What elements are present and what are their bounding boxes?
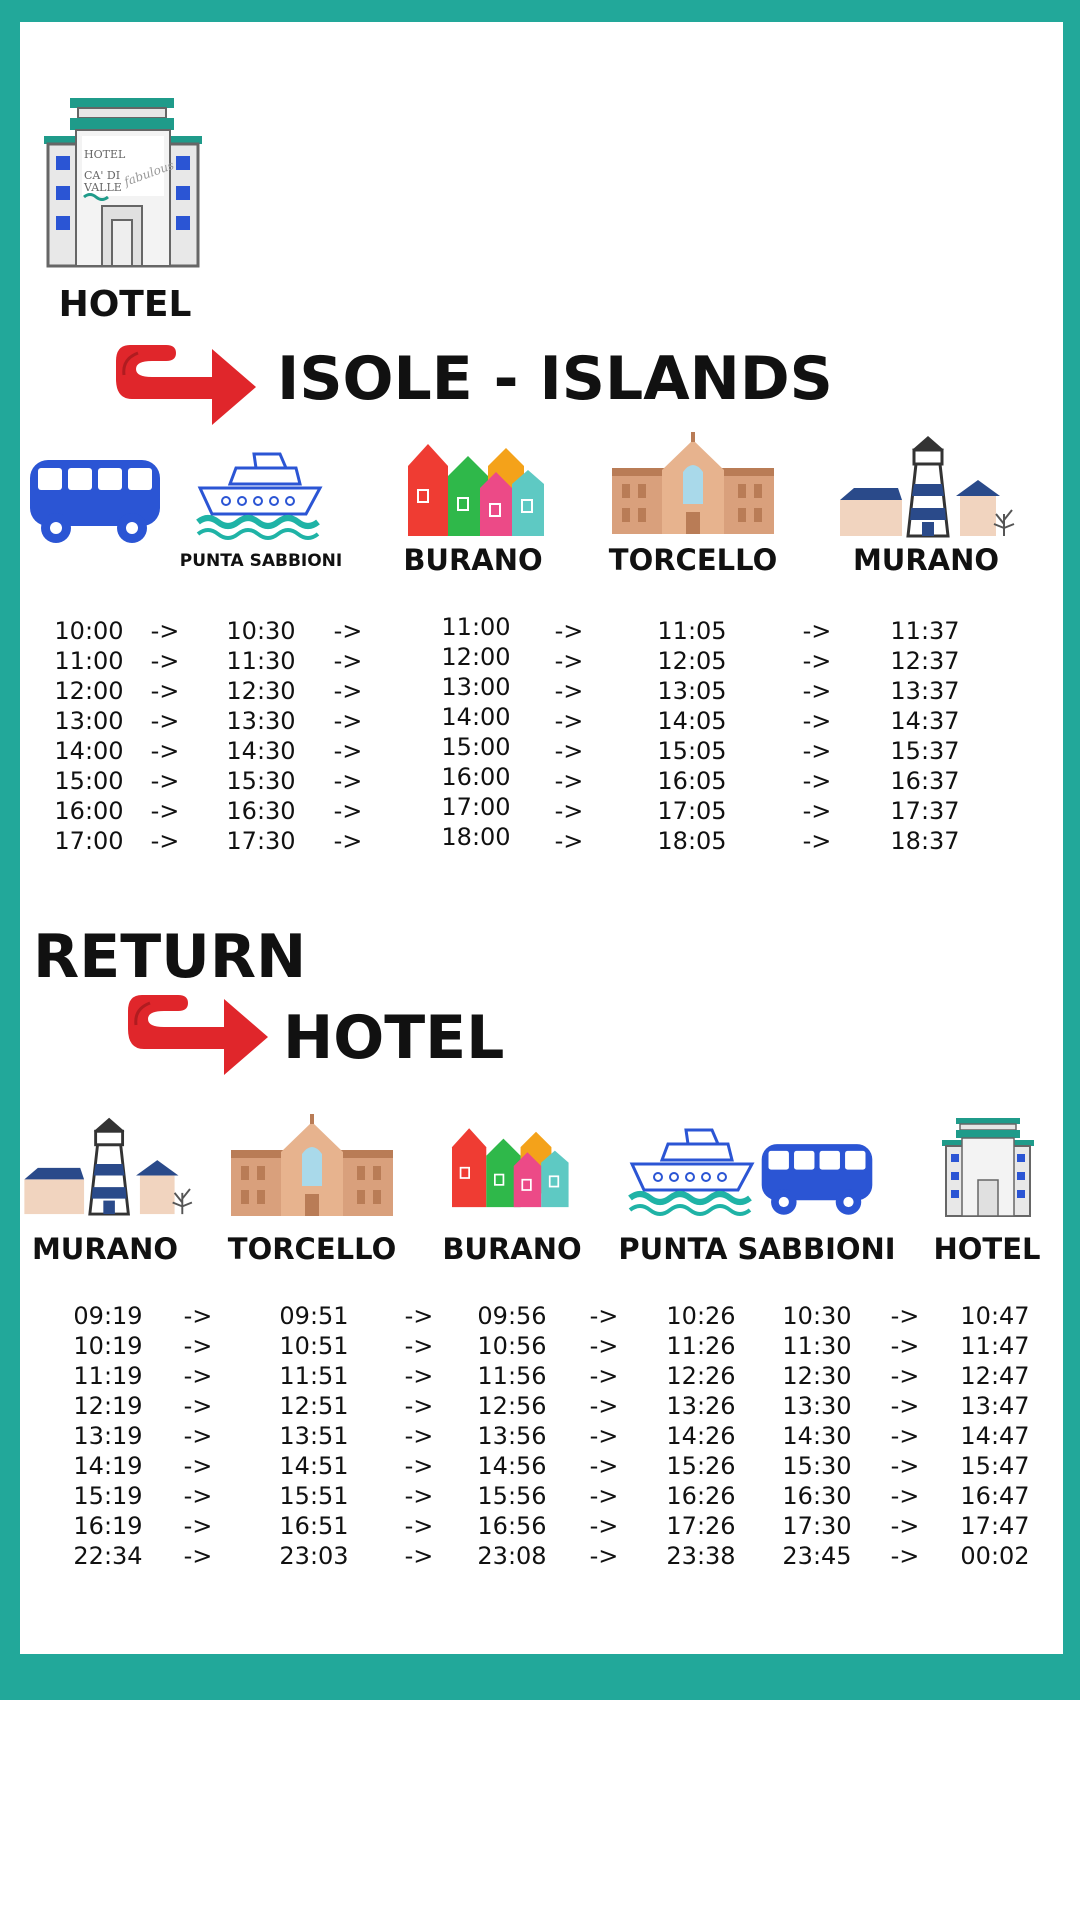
time-cell: 16:37 [890, 767, 960, 795]
time-cell: 23:03 [279, 1542, 349, 1570]
arrow-separator: -> [150, 707, 180, 735]
time-cell: 15:05 [657, 737, 727, 765]
arrow-separator: -> [333, 797, 363, 825]
arrow-separator: -> [890, 1452, 920, 1480]
arrow-separator: -> [589, 1452, 619, 1480]
time-cell: 22:34 [73, 1542, 143, 1570]
time-cell: 11:47 [960, 1332, 1030, 1360]
arrow-separator: -> [890, 1302, 920, 1330]
arrow-separator: -> [554, 797, 584, 825]
time-cell: 12:00 [441, 643, 511, 671]
arrow-separator: -> [890, 1332, 920, 1360]
time-cell: 18:05 [657, 827, 727, 855]
arrow-separator: -> [404, 1452, 434, 1480]
time-cell: 16:30 [226, 797, 296, 825]
arrow-separator: -> [890, 1392, 920, 1420]
time-cell: 12:26 [666, 1362, 736, 1390]
arrow-separator: -> [802, 827, 832, 855]
arrow-separator: -> [183, 1362, 213, 1390]
time-cell: 10:19 [73, 1332, 143, 1360]
time-cell: 11:51 [279, 1362, 349, 1390]
time-cell: 12:56 [477, 1392, 547, 1420]
arrow-separator: -> [589, 1482, 619, 1510]
arrow-separator: -> [183, 1302, 213, 1330]
time-cell: 16:00 [54, 797, 124, 825]
time-cell: 15:00 [441, 733, 511, 761]
return-stop-label-burano: BURANO [442, 1232, 582, 1266]
return-destination-title: HOTEL [283, 1003, 505, 1073]
arrow-separator: -> [404, 1512, 434, 1540]
time-cell: 13:19 [73, 1422, 143, 1450]
time-cell: 11:30 [226, 647, 296, 675]
burano-houses-icon [452, 1118, 572, 1214]
time-cell: 13:51 [279, 1422, 349, 1450]
time-cell: 12:00 [54, 677, 124, 705]
time-cell: 11:30 [782, 1332, 852, 1360]
time-cell: 09:56 [477, 1302, 547, 1330]
time-cell: 16:30 [782, 1482, 852, 1510]
arrow-separator: -> [150, 647, 180, 675]
arrow-separator: -> [333, 707, 363, 735]
red-arrow-icon [124, 989, 270, 1075]
time-cell: 16:26 [666, 1482, 736, 1510]
time-cell: 14:30 [226, 737, 296, 765]
arrow-separator: -> [404, 1302, 434, 1330]
time-cell: 11:00 [54, 647, 124, 675]
ferry-icon [196, 450, 326, 540]
arrow-separator: -> [183, 1452, 213, 1480]
arrow-separator: -> [890, 1482, 920, 1510]
stop-label-torcello: TORCELLO [608, 543, 778, 577]
time-cell: 17:30 [226, 827, 296, 855]
arrow-separator: -> [183, 1422, 213, 1450]
arrow-separator: -> [333, 737, 363, 765]
arrow-separator: -> [589, 1302, 619, 1330]
arrow-separator: -> [589, 1542, 619, 1570]
arrow-separator: -> [404, 1482, 434, 1510]
stop-label-burano: BURANO [403, 543, 543, 577]
time-cell: 09:51 [279, 1302, 349, 1330]
time-cell: 14:26 [666, 1422, 736, 1450]
arrow-separator: -> [183, 1332, 213, 1360]
arrow-separator: -> [554, 737, 584, 765]
hotel-building-icon [940, 1118, 1036, 1218]
arrow-separator: -> [333, 647, 363, 675]
time-cell: 10:30 [226, 617, 296, 645]
arrow-separator: -> [183, 1392, 213, 1420]
time-cell: 15:26 [666, 1452, 736, 1480]
time-cell: 14:56 [477, 1452, 547, 1480]
return-stop-label-torcello: TORCELLO [227, 1232, 397, 1266]
time-cell: 13:37 [890, 677, 960, 705]
ferry-icon [628, 1126, 758, 1216]
time-cell: 14:47 [960, 1422, 1030, 1450]
time-cell: 09:19 [73, 1302, 143, 1330]
time-cell: 14:00 [54, 737, 124, 765]
svg-text:HOTEL: HOTEL [84, 148, 126, 161]
arrow-separator: -> [150, 767, 180, 795]
time-cell: 12:30 [226, 677, 296, 705]
time-cell: 15:47 [960, 1452, 1030, 1480]
time-cell: 23:08 [477, 1542, 547, 1570]
stop-label-punta-sabbioni: PUNTA SABBIONI [179, 551, 343, 571]
time-cell: 00:02 [960, 1542, 1030, 1570]
time-cell: 16:56 [477, 1512, 547, 1540]
arrow-separator: -> [183, 1512, 213, 1540]
time-cell: 12:51 [279, 1392, 349, 1420]
time-cell: 18:37 [890, 827, 960, 855]
burano-houses-icon [408, 440, 548, 536]
arrow-separator: -> [890, 1362, 920, 1390]
time-cell: 13:05 [657, 677, 727, 705]
return-stop-label-punta-sabbioni: PUNTA SABBIONI [618, 1232, 896, 1266]
time-cell: 16:00 [441, 763, 511, 791]
hotel-label: HOTEL [58, 284, 192, 325]
arrow-separator: -> [802, 677, 832, 705]
arrow-separator: -> [554, 677, 584, 705]
return-stop-label-murano: MURANO [31, 1232, 179, 1266]
svg-text:CA' DI: CA' DI [84, 169, 121, 182]
time-cell: 10:26 [666, 1302, 736, 1330]
arrow-separator: -> [150, 677, 180, 705]
arrow-separator: -> [890, 1512, 920, 1540]
arrow-separator: -> [183, 1482, 213, 1510]
time-cell: 23:38 [666, 1542, 736, 1570]
arrow-separator: -> [802, 797, 832, 825]
time-cell: 23:45 [782, 1542, 852, 1570]
time-cell: 14:00 [441, 703, 511, 731]
bus-icon [28, 458, 162, 544]
arrow-separator: -> [802, 767, 832, 795]
arrow-separator: -> [802, 737, 832, 765]
time-cell: 14:37 [890, 707, 960, 735]
time-cell: 17:00 [441, 793, 511, 821]
time-cell: 13:56 [477, 1422, 547, 1450]
arrow-separator: -> [554, 767, 584, 795]
arrow-separator: -> [404, 1332, 434, 1360]
time-cell: 10:00 [54, 617, 124, 645]
hotel-building-icon [40, 96, 206, 271]
murano-lighthouse-icon [24, 1112, 200, 1216]
arrow-separator: -> [150, 827, 180, 855]
arrow-separator: -> [333, 617, 363, 645]
time-cell: 17:47 [960, 1512, 1030, 1540]
arrow-separator: -> [589, 1422, 619, 1450]
time-cell: 17:26 [666, 1512, 736, 1540]
arrow-separator: -> [589, 1362, 619, 1390]
time-cell: 12:37 [890, 647, 960, 675]
time-cell: 18:00 [441, 823, 511, 851]
arrow-separator: -> [404, 1422, 434, 1450]
time-cell: 10:30 [782, 1302, 852, 1330]
time-cell: 11:26 [666, 1332, 736, 1360]
time-cell: 15:19 [73, 1482, 143, 1510]
arrow-separator: -> [554, 707, 584, 735]
torcello-church-icon [612, 432, 774, 534]
time-cell: 11:00 [441, 613, 511, 641]
time-cell: 11:56 [477, 1362, 547, 1390]
time-cell: 12:30 [782, 1362, 852, 1390]
arrow-separator: -> [802, 707, 832, 735]
time-cell: 10:51 [279, 1332, 349, 1360]
time-cell: 13:47 [960, 1392, 1030, 1420]
arrow-separator: -> [589, 1512, 619, 1540]
time-cell: 15:00 [54, 767, 124, 795]
arrow-separator: -> [404, 1542, 434, 1570]
arrow-separator: -> [554, 617, 584, 645]
page-title: ISOLE - ISLANDS [277, 344, 833, 414]
time-cell: 16:47 [960, 1482, 1030, 1510]
arrow-separator: -> [333, 767, 363, 795]
arrow-separator: -> [404, 1392, 434, 1420]
bus-icon [760, 1142, 874, 1216]
time-cell: 17:30 [782, 1512, 852, 1540]
return-stop-label-hotel: HOTEL [933, 1232, 1041, 1266]
time-cell: 10:47 [960, 1302, 1030, 1330]
time-cell: 16:51 [279, 1512, 349, 1540]
time-cell: 14:05 [657, 707, 727, 735]
arrow-separator: -> [802, 647, 832, 675]
arrow-separator: -> [150, 617, 180, 645]
time-cell: 12:19 [73, 1392, 143, 1420]
time-cell: 16:19 [73, 1512, 143, 1540]
time-cell: 13:26 [666, 1392, 736, 1420]
arrow-separator: -> [150, 797, 180, 825]
arrow-separator: -> [333, 827, 363, 855]
arrow-separator: -> [150, 737, 180, 765]
arrow-separator: -> [890, 1422, 920, 1450]
arrow-separator: -> [554, 647, 584, 675]
time-cell: 14:30 [782, 1422, 852, 1450]
torcello-church-icon [231, 1114, 393, 1216]
arrow-separator: -> [589, 1392, 619, 1420]
svg-text:VALLE: VALLE [84, 181, 122, 194]
time-cell: 17:00 [54, 827, 124, 855]
time-cell: 16:05 [657, 767, 727, 795]
svg-text:fabulous: fabulous [122, 157, 176, 189]
arrow-separator: -> [802, 617, 832, 645]
red-arrow-icon [112, 339, 258, 425]
time-cell: 12:47 [960, 1362, 1030, 1390]
arrow-separator: -> [589, 1332, 619, 1360]
time-cell: 10:56 [477, 1332, 547, 1360]
time-cell: 12:05 [657, 647, 727, 675]
arrow-separator: -> [890, 1542, 920, 1570]
time-cell: 15:30 [226, 767, 296, 795]
return-title: RETURN [33, 922, 307, 992]
time-cell: 11:05 [657, 617, 727, 645]
time-cell: 11:37 [890, 617, 960, 645]
stop-label-murano: MURANO [852, 543, 1000, 577]
time-cell: 14:51 [279, 1452, 349, 1480]
time-cell: 15:37 [890, 737, 960, 765]
arrow-separator: -> [333, 677, 363, 705]
arrow-separator: -> [404, 1362, 434, 1390]
time-cell: 15:30 [782, 1452, 852, 1480]
arrow-separator: -> [183, 1542, 213, 1570]
arrow-separator: -> [554, 827, 584, 855]
murano-lighthouse-icon [840, 430, 1022, 538]
time-cell: 13:00 [441, 673, 511, 701]
time-cell: 15:56 [477, 1482, 547, 1510]
time-cell: 14:19 [73, 1452, 143, 1480]
time-cell: 13:00 [54, 707, 124, 735]
time-cell: 17:37 [890, 797, 960, 825]
time-cell: 17:05 [657, 797, 727, 825]
time-cell: 13:30 [226, 707, 296, 735]
time-cell: 15:51 [279, 1482, 349, 1510]
time-cell: 13:30 [782, 1392, 852, 1420]
time-cell: 11:19 [73, 1362, 143, 1390]
